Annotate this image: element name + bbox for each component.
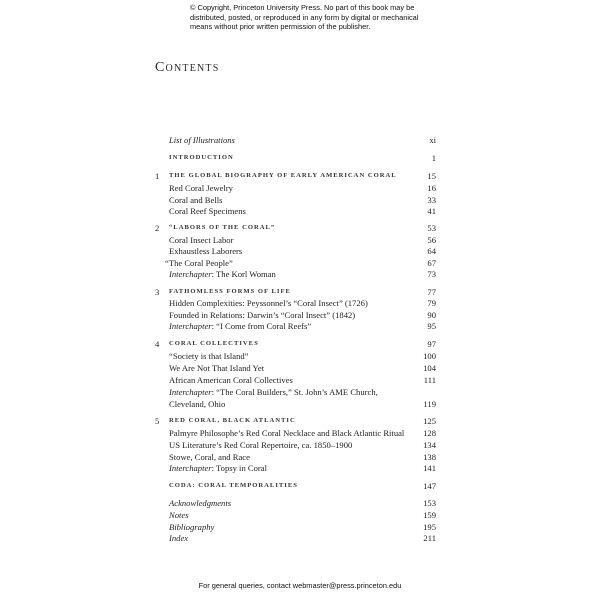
chapter-number: 1 [155,171,160,181]
page-number: 33 [427,195,436,205]
page-number: 128 [423,428,436,438]
toc-entry-title: CODA: CORAL TEMPORALITIES [169,482,298,489]
toc-entry [0,268,600,280]
toc-entry [0,415,600,427]
chapter-number: 3 [155,287,160,297]
interchapter-label: Interchapter [169,463,212,473]
toc-entry [0,532,600,544]
toc-entry [0,374,600,386]
toc-entry-title: Exhaustless Laborers [169,246,243,256]
page-number: 211 [423,533,436,543]
toc-entry [0,222,600,234]
toc-entry [0,320,600,332]
page-number: 153 [423,498,436,508]
toc-entry [0,205,600,217]
toc-entry-title: Coral and Bells [169,195,223,205]
page-number: 125 [423,416,436,426]
footer-contact: For general queries, contact webmaster@press.princeton.edu [198,581,402,590]
page-number: 134 [423,440,436,450]
copyright-line: distributed, posted, or reproduced in any form by digital or mechanical [190,12,419,22]
toc-entry [0,182,600,194]
page-number: 79 [427,298,436,308]
chapter-number: 4 [155,339,160,349]
toc-entry-title: Stowe, Coral, and Race [169,452,250,462]
interchapter-label: Interchapter [169,321,212,331]
copyright-line: © Copyright, Princeton University Press. No part of this book may be [190,3,415,12]
toc-entry [0,362,600,374]
toc-entry-title: We Are Not That Island Yet [169,363,265,373]
page-number: 138 [423,452,436,462]
toc-entry [0,134,600,146]
toc-entry-title: Red Coral Jewelry [169,183,233,193]
page-number: 141 [423,463,436,473]
page-number: 195 [423,522,436,532]
toc-entry [0,338,600,350]
toc-entry-title: Notes [169,510,189,520]
page-number: 41 [427,206,436,216]
page-number: 77 [427,287,436,297]
toc-entry-title: Cleveland, Ohio [169,399,226,409]
toc-entry-title: “Society is that Island” [169,351,249,361]
toc-entry-title: US Literature’s Red Coral Repertoire, ca. 1850–1900 [169,440,353,450]
page-number: 56 [427,235,436,245]
page-number: 119 [423,399,436,409]
toc-entry-title [169,268,276,280]
page-number: 147 [423,481,436,491]
toc-entry-title [169,462,267,474]
toc-entry [0,398,600,410]
toc-entry-title: INTRODUCTION [169,154,234,161]
interchapter-title: : Topsy in Coral [211,463,267,473]
page-number: 53 [427,223,436,233]
toc-entry-title: Bibliography [169,522,215,532]
toc-entry [0,350,600,362]
page-number: 111 [423,375,436,385]
page-number: 64 [427,246,436,256]
toc-entry-title: THE GLOBAL BIOGRAPHY OF EARLY AMERICAN CORAL [169,172,397,179]
toc-entry [0,245,600,257]
page-number: 73 [427,269,436,279]
toc-entry-title: Founded in Relations: Darwin’s “Coral Insect” (1842) [169,310,356,320]
interchapter-title: : “I Come from Coral Reefs” [211,321,312,331]
toc-entry-title [169,386,378,398]
toc-entry-title: Index [169,533,189,543]
toc-entry-title: African American Coral Collectives [169,375,293,385]
toc-entry [0,439,600,451]
page-number: 97 [427,339,436,349]
page-number: xi [429,135,436,145]
toc-entry [0,386,600,398]
interchapter-label: Interchapter [169,269,212,279]
chapter-number: 2 [155,223,160,233]
copyright-line: means without prior written permission of the publisher. [190,22,371,31]
page-title: Contents [155,60,220,75]
toc-entry [0,462,600,474]
toc-entry [0,497,600,509]
toc-entry-title: List of Illustrations [169,135,235,145]
toc-entry [0,480,600,492]
page-number: 16 [427,183,436,193]
toc-entry-title: Palmyre Philosophe’s Red Coral Necklace and Black Atlantic Ritual [169,428,405,438]
page-number: 100 [423,351,436,361]
toc-entry [0,297,600,309]
page-number: 159 [423,510,436,520]
toc-entry-title: Acknowledgments [169,498,232,508]
toc-entry [0,509,600,521]
interchapter-title: : “The Coral Builders,” St. John’s AME Church, [211,387,378,397]
interchapter-title: : The Korl Woman [211,269,276,279]
toc-entry-title: RED CORAL, BLACK ATLANTIC [169,417,296,424]
page-number: 67 [427,258,436,268]
page-number: 90 [427,310,436,320]
page-number: 95 [427,321,436,331]
chapter-number: 5 [155,416,160,426]
toc-entry-title: CORAL COLLECTIVES [169,340,259,347]
toc-entry-title: Hidden Complexities: Peyssonnel’s “Coral Insect” (1726) [169,298,368,308]
toc-entry [0,427,600,439]
page-number: 104 [423,363,436,373]
interchapter-label: Interchapter [169,387,212,397]
toc-entry-title: FATHOMLESS FORMS OF LIFE [169,288,291,295]
toc-entry-title [169,320,311,332]
toc-entry-title: Coral Reef Specimens [169,206,246,216]
toc-entry-title: Coral Insect Labor [169,235,234,245]
toc-entry [0,152,600,164]
toc-entry [0,170,600,182]
page-number: 1 [431,153,436,163]
page-number: 15 [427,171,436,181]
toc-entry-title: “LABORS OF THE CORAL” [169,224,276,231]
toc-entry-title: “The Coral People” [165,258,233,268]
